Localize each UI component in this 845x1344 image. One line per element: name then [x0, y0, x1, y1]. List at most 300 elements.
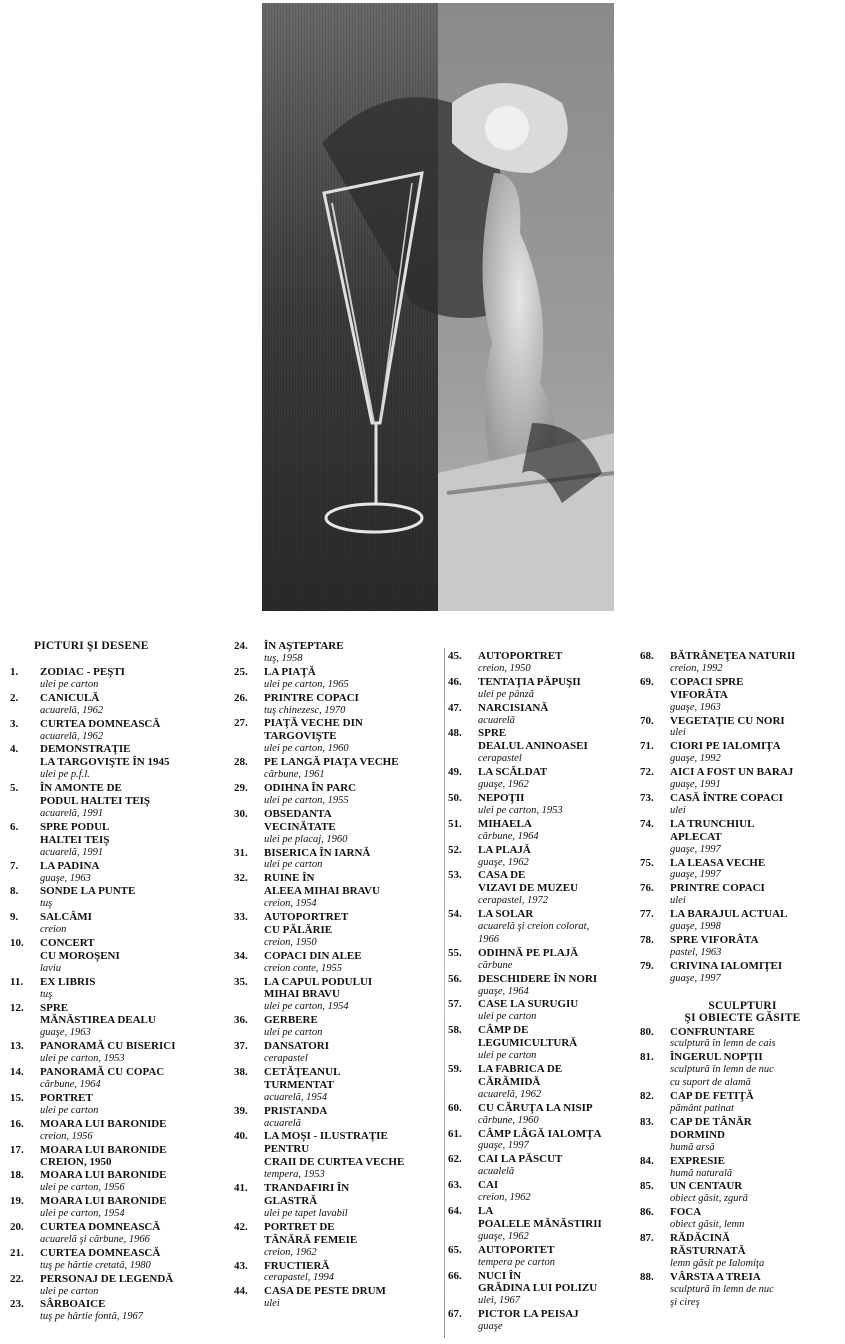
entry-medium: guaşe, 1962: [478, 779, 529, 791]
entry-title: PANORAMĂ CU BISERICI: [40, 1040, 176, 1053]
entry-title: MOARA LUI BARONIDE: [40, 1169, 167, 1182]
catalog-entry: [10, 1002, 225, 1041]
entry-title: CURTEA DOMNEASCĂ: [40, 1246, 161, 1259]
entry-medium: ulei: [264, 1298, 280, 1310]
catalog-entry: [640, 676, 845, 715]
catalog-entry: [234, 847, 444, 873]
entry-number: 65.: [448, 1243, 462, 1256]
entry-number: 86.: [640, 1206, 654, 1219]
entry-number: 73.: [640, 791, 654, 804]
entry-title: NEPOŢII: [478, 791, 525, 804]
catalog-entry: [234, 692, 444, 718]
entry-medium: cerapastel: [478, 753, 522, 765]
entry-number: 40.: [234, 1130, 248, 1143]
catalog-entry: [640, 766, 845, 792]
entry-number: 78.: [640, 933, 654, 946]
entry-title: SPRE VIFORÂTA: [670, 933, 759, 946]
catalog-entry: [10, 782, 225, 821]
entry-title: SPRE PODUL HALTEI TEIŞ: [40, 820, 110, 846]
entry-medium: ulei pe placaj, 1960: [264, 833, 348, 845]
entry-number: 54.: [448, 908, 462, 921]
entry-number: 30.: [234, 807, 248, 820]
entry-number: 28.: [234, 756, 248, 769]
catalog-entry: [448, 727, 628, 766]
entry-number: 6.: [10, 820, 19, 833]
entry-number: 88.: [640, 1270, 654, 1283]
entry-number: 84.: [640, 1154, 654, 1167]
entry-number: 44.: [234, 1285, 248, 1298]
entry-medium: creion, 1950: [478, 662, 531, 674]
catalog-entry: [234, 808, 444, 847]
catalog-entry: [10, 743, 225, 782]
entry-title: SONDE LA PUNTE: [40, 885, 136, 898]
catalog-entry: [640, 1206, 845, 1232]
entry-title: CETĂŢEANUL TURMENTAT: [264, 1065, 341, 1091]
entry-medium: creion, 1956: [40, 1130, 93, 1142]
entry-number: 34.: [234, 949, 248, 962]
entry-number: 77.: [640, 908, 654, 921]
entry-medium: humă naturală: [670, 1167, 733, 1179]
catalog-entry: [448, 1179, 628, 1205]
entry-medium: guaşe, 1962: [478, 1230, 529, 1242]
catalog-entry: [234, 717, 444, 756]
entry-medium: cărbune, 1964: [478, 830, 539, 842]
column-1: [10, 640, 225, 1324]
entry-title: TRANDAFIRI ÎN GLASTRĂ: [264, 1182, 350, 1207]
entry-medium: guaşe, 1963: [40, 1027, 91, 1039]
entry-title: UN CENTAUR: [670, 1180, 743, 1193]
entry-number: 42.: [234, 1220, 248, 1233]
entry-number: 74.: [640, 817, 654, 830]
section-heading-paintings: PICTURI ŞI DESENE: [34, 640, 149, 652]
entry-medium: ulei pe carton: [40, 678, 99, 690]
entry-medium: guaşe: [478, 1321, 503, 1333]
catalog-entry: [234, 1014, 444, 1040]
entry-medium: guaşe, 1963: [670, 701, 721, 713]
catalog-entry: [234, 950, 444, 976]
catalog-entry: [640, 1051, 845, 1090]
entry-number: 38.: [234, 1065, 248, 1078]
catalog-entry: [10, 885, 225, 911]
entry-medium: ulei pe carton, 1953: [40, 1053, 125, 1065]
catalog-entry: [448, 818, 628, 844]
catalog-entry: [640, 715, 845, 741]
entry-title: MOARA LUI BARONIDE: [40, 1117, 167, 1130]
catalog-entry: [10, 1195, 225, 1221]
catalog-entry: [448, 844, 628, 870]
catalog-entry: [10, 1144, 225, 1170]
entry-medium: tempera, 1953: [264, 1169, 325, 1181]
catalog-entry: [10, 1273, 225, 1299]
entry-medium: acualelă: [478, 1166, 515, 1178]
entry-number: 76.: [640, 882, 654, 895]
entry-title: MOARA LUI BARONIDE: [40, 1195, 167, 1208]
entry-number: 15.: [10, 1091, 24, 1104]
catalog-entry: [10, 1298, 225, 1324]
entry-title: PICTOR LA PEISAJ: [478, 1308, 579, 1321]
entry-title: CONFRUNTARE: [670, 1025, 755, 1038]
entry-number: 81.: [640, 1051, 654, 1064]
entry-title: PE LANGĂ PIAŢA VECHE: [264, 756, 399, 769]
entry-title: CÂMP DE LEGUMICULTURĂ: [478, 1024, 578, 1050]
entry-number: 64.: [448, 1204, 462, 1217]
entry-title: RĂDĂCINĂ RĂSTURNATĂ: [670, 1232, 746, 1257]
entry-title: CASE LA SURUGIU: [478, 998, 579, 1011]
entry-number: 11.: [10, 975, 24, 988]
entry-title: LA PIAŢĂ: [264, 665, 316, 678]
entry-medium: acuarelă, 1962: [478, 1088, 542, 1100]
entry-number: 18.: [10, 1169, 24, 1182]
entry-number: 61.: [448, 1127, 462, 1140]
catalog-entry: [234, 872, 444, 911]
entry-title: DESCHIDERE ÎN NORI: [478, 972, 598, 985]
entry-number: 45.: [448, 650, 462, 662]
catalog-entry: [234, 1182, 444, 1221]
entry-title: AUTOPORTRET: [478, 650, 563, 662]
catalog-entry: [10, 1066, 225, 1092]
entry-medium: acuarelă şi cărbune, 1966: [40, 1233, 150, 1245]
catalog-entry: [234, 640, 444, 666]
entry-title: PORTRET DE TÂNĂRĂ FEMEIE: [264, 1220, 358, 1246]
entry-medium: ulei pe carton, 1960: [264, 743, 349, 755]
catalog-list: [234, 640, 444, 1311]
entry-medium: guaşe, 1997: [670, 843, 721, 855]
entry-number: 56.: [448, 972, 462, 985]
entry-title: PERSONAJ DE LEGENDĂ: [40, 1272, 174, 1285]
entry-medium: creion: [40, 924, 67, 936]
entry-medium: creion, 1954: [264, 898, 317, 910]
entry-title: ÎN AMONTE DE PODUL HALTEI TEIŞ: [40, 782, 151, 808]
catalog-entry: [10, 1118, 225, 1144]
entry-medium: ulei, 1967: [478, 1295, 520, 1307]
entry-title: COPACI DIN ALEE: [264, 949, 362, 962]
catalog-entry: [448, 766, 628, 792]
catalog-entry: [448, 1063, 628, 1102]
entry-medium: pastel, 1963: [670, 946, 722, 958]
catalog-entry: [448, 792, 628, 818]
entry-number: 43.: [234, 1259, 248, 1272]
entry-number: 2.: [10, 691, 19, 704]
entry-title: DANSATORI: [264, 1040, 329, 1053]
catalog-entry: [640, 740, 845, 766]
entry-number: 25.: [234, 665, 248, 678]
entry-number: 85.: [640, 1180, 654, 1193]
entry-number: 83.: [640, 1115, 654, 1128]
entry-title: AUTOPORTRET CU PĂLĂRIE: [264, 911, 349, 936]
entry-medium: ulei pe carton, 1955: [264, 794, 349, 806]
entry-medium: guaşe, 1963: [40, 872, 91, 884]
entry-medium: humă arsă: [670, 1141, 715, 1153]
entry-number: 66.: [448, 1269, 462, 1282]
entry-title: LA PADINA: [40, 859, 100, 872]
catalog-entry: [234, 911, 444, 950]
catalog-entry: [448, 947, 628, 973]
entry-title: BISERICA ÎN IARNĂ: [264, 846, 371, 859]
entry-title: ODIHNA ÎN PARC: [264, 781, 357, 794]
column-2: [234, 640, 444, 1311]
entry-medium: ulei pe carton: [478, 1050, 537, 1062]
entry-medium: cărbune: [478, 959, 513, 971]
section-heading-sculptures-subtitle: ŞI OBIECTE GĂSITE: [684, 1011, 801, 1024]
entry-title: CIORI PE IALOMIŢA: [670, 740, 781, 753]
entry-title: TENTAŢIA PĂPUŞII: [478, 675, 581, 688]
entry-number: 13.: [10, 1040, 24, 1053]
entry-medium: cerapastel: [264, 1053, 308, 1064]
entry-number: 79.: [640, 959, 654, 972]
catalog-entry: [640, 857, 845, 883]
entry-title: CASĂ ÎNTRE COPACI: [670, 791, 783, 804]
entry-number: 8.: [10, 885, 19, 898]
entry-title: LA POALELE MĂNĂSTIRII: [478, 1204, 602, 1230]
catalog-entry: [640, 882, 845, 908]
entry-medium: laviu: [40, 962, 61, 974]
entry-number: 22.: [10, 1272, 24, 1285]
entry-title: LA MOŞI - ILUSTRAŢIE PENTRU CRAII DE CURTEA VECHE: [264, 1130, 405, 1169]
entry-number: 46.: [448, 675, 462, 688]
catalog-entry: [234, 976, 444, 1015]
entry-medium: acuarelă, 1962: [40, 730, 104, 742]
catalog-entry: [234, 1105, 444, 1131]
entry-number: 10.: [10, 937, 24, 950]
catalog-entry: [640, 1155, 845, 1181]
catalog-entry: [640, 934, 845, 960]
catalog-entry: [10, 666, 225, 692]
entry-medium: tuş: [40, 898, 53, 910]
entry-title: CASA DE PESTE DRUM: [264, 1285, 386, 1298]
catalog-list: [448, 650, 628, 1334]
catalog-entry: [234, 666, 444, 692]
entry-number: 35.: [234, 975, 248, 988]
entry-medium: sculptură în lemn de cais: [670, 1038, 776, 1050]
entry-title: RUINE ÎN ALEEA MIHAI BRAVU: [264, 872, 380, 898]
entry-medium: guaşe, 1964: [478, 985, 529, 997]
entry-title: CAP DE TÂNĂR DORMIND: [670, 1115, 752, 1141]
catalog-entry: [448, 650, 628, 676]
entry-number: 41.: [234, 1182, 248, 1195]
catalog-entry: [448, 1102, 628, 1128]
entry-number: 37.: [234, 1040, 248, 1053]
catalog-entry: [10, 976, 225, 1002]
entry-medium: ulei pe carton, 1953: [478, 804, 563, 816]
entry-medium: acuarelă, 1962: [40, 704, 104, 716]
catalog-entry: [448, 1244, 628, 1270]
entry-number: 59.: [448, 1063, 462, 1075]
entry-number: 20.: [10, 1220, 24, 1233]
entry-number: 60.: [448, 1101, 462, 1114]
entry-medium: guaşe, 1997: [670, 972, 721, 984]
entry-title: OBSEDANTA VECINĂTATE: [264, 807, 336, 833]
catalog-list: [10, 666, 225, 1324]
entry-number: 75.: [640, 856, 654, 869]
catalog-entry: [10, 718, 225, 744]
entry-medium: cerapastel, 1994: [264, 1272, 334, 1284]
catalog-entry: [448, 1205, 628, 1244]
entry-number: 82.: [640, 1090, 654, 1103]
entry-number: 69.: [640, 675, 654, 688]
entry-medium: tuş pe hârtie fontă, 1967: [40, 1311, 143, 1323]
entry-medium: acuarelă, 1991: [40, 807, 104, 819]
entry-number: 63.: [448, 1179, 462, 1192]
entry-medium: guaşe, 1997: [478, 1140, 529, 1152]
entry-medium: pământ patinat: [670, 1103, 734, 1114]
catalog-entry: [448, 702, 628, 728]
entry-number: 31.: [234, 846, 248, 859]
entry-medium: sculptură în lemn de nuc şi cireş: [670, 1283, 774, 1308]
entry-title: EXPRESIE: [670, 1154, 726, 1167]
entry-title: VÂRSTA A TREIA: [670, 1270, 761, 1283]
catalog-entry: [640, 1116, 845, 1155]
entry-number: 36.: [234, 1014, 248, 1027]
entry-medium: acuarelă, 1991: [40, 846, 104, 858]
entry-number: 70.: [640, 714, 654, 727]
entry-medium: creion, 1962: [264, 1246, 317, 1258]
entry-number: 71.: [640, 740, 654, 753]
entry-title: CÂMP LÂGĂ IALOMŢA: [478, 1127, 602, 1140]
entry-medium: guaşe, 1991: [670, 779, 721, 791]
entry-number: 14.: [10, 1066, 24, 1079]
catalog-entry: [640, 1026, 845, 1052]
entry-number: 16.: [10, 1117, 24, 1130]
entry-title: CU CĂRUŢA LA NISIP: [478, 1101, 593, 1114]
entry-medium: guaşe, 1992: [670, 753, 721, 765]
entry-title: PRINTRE COPACI: [264, 691, 359, 704]
entry-medium: ulei pe carton, 1954: [40, 1208, 125, 1220]
entry-medium: cerapastel, 1972: [478, 895, 548, 907]
entry-title: CASA DE VIZAVI DE MUZEU: [478, 869, 579, 895]
section-heading-sculptures: SCULPTURI: [708, 999, 777, 1012]
catalog-entry: [234, 1285, 444, 1311]
entry-number: 1.: [10, 666, 19, 678]
entry-medium: ulei pe carton, 1965: [264, 678, 349, 690]
entry-title: SPRE MĂNĂSTIREA DEALU: [40, 1001, 156, 1027]
entry-number: 67.: [448, 1308, 462, 1321]
entry-title: CURTEA DOMNEASCĂ: [40, 1220, 161, 1233]
catalog-entry: [448, 1024, 628, 1063]
entry-title: CANICULĂ: [40, 691, 100, 704]
entry-title: PANORAMĂ CU COPAC: [40, 1066, 165, 1079]
entry-title: PRINTRE COPACI: [670, 882, 765, 895]
entry-number: 29.: [234, 781, 248, 794]
cover-photograph: [262, 3, 614, 611]
catalog-entry: [234, 1040, 444, 1066]
entry-medium: ulei pe carton, 1956: [40, 1182, 125, 1194]
entry-title: CONCERT CU MOROŞENI: [40, 937, 120, 962]
entry-number: 80.: [640, 1025, 654, 1038]
entry-medium: ulei pe carton: [40, 1285, 99, 1297]
entry-title: NARCISIANĂ: [478, 701, 549, 714]
entry-medium: ulei: [670, 895, 686, 907]
entry-medium: guaşe, 1998: [670, 921, 721, 933]
catalog-entry: [234, 1221, 444, 1260]
catalog-entry: [10, 860, 225, 886]
entry-medium: cărbune, 1961: [264, 769, 325, 781]
entry-title: FOCA: [670, 1206, 702, 1219]
entry-medium: acuarelă: [478, 714, 515, 726]
catalog-entry: [10, 1092, 225, 1118]
entry-medium: ulei pe pânză: [478, 688, 534, 700]
entry-number: 72.: [640, 766, 654, 779]
catalog-entry: [640, 650, 845, 676]
entry-number: 49.: [448, 766, 462, 779]
entry-number: 58.: [448, 1024, 462, 1037]
entry-title: CRIVINA IALOMIŢEI: [670, 959, 783, 972]
entry-title: CAP DE FETIŢĂ: [670, 1090, 754, 1103]
entry-number: 4.: [10, 743, 19, 756]
entry-medium: tuş chinezesc, 1970: [264, 704, 346, 716]
catalog-entry: [10, 1169, 225, 1195]
entry-title: PORTRET: [40, 1091, 93, 1104]
entry-title: LA SOLAR: [478, 908, 534, 921]
entry-medium: creion conte, 1955: [264, 962, 343, 974]
entry-title: LA FABRICA DE CĂRĂMIDĂ: [478, 1063, 563, 1088]
catalog-entry: [234, 782, 444, 808]
entry-title: AUTOPORTET: [478, 1243, 555, 1256]
catalog-entry: [234, 1130, 444, 1182]
entry-number: 27.: [234, 717, 248, 730]
entry-number: 17.: [10, 1143, 24, 1156]
entry-number: 33.: [234, 911, 248, 924]
entry-title: GERBERE: [264, 1014, 318, 1027]
entry-number: 87.: [640, 1232, 654, 1245]
catalog-entry: [448, 1270, 628, 1309]
entry-title: COPACI SPRE VIFORÂTA: [670, 675, 744, 701]
entry-number: 47.: [448, 701, 462, 714]
entry-medium: cărbune, 1964: [40, 1079, 101, 1090]
entry-title: NUCI ÎN GRĂDINA LUI POLIZU: [478, 1269, 598, 1295]
entry-number: 55.: [448, 946, 462, 959]
entry-number: 48.: [448, 727, 462, 740]
catalog-entry: [10, 1247, 225, 1273]
entry-title: SPRE DEALUL ANINOASEI: [478, 727, 588, 753]
entry-medium: ulei pe carton, 1954: [264, 1001, 349, 1013]
entry-number: 32.: [234, 872, 248, 885]
catalog-entry: [448, 869, 628, 908]
entry-number: 62.: [448, 1153, 462, 1166]
entry-number: 50.: [448, 791, 462, 804]
entry-number: 51.: [448, 817, 462, 830]
catalog-entry: [448, 1128, 628, 1154]
entry-number: 39.: [234, 1104, 248, 1117]
entry-title: ODIHNĂ PE PLAJĂ: [478, 946, 579, 959]
catalog-entry: [448, 676, 628, 702]
catalog-entry: [10, 821, 225, 860]
entry-title: AICI A FOST UN BARAJ: [670, 766, 794, 779]
entry-title: PRISTANDA: [264, 1104, 328, 1117]
entry-title: CAI LA PĂSCUT: [478, 1153, 563, 1166]
entry-medium: acuarelă şi creion colorat, 1966: [478, 921, 590, 945]
entry-medium: tuş: [40, 988, 53, 1000]
entry-title: LA BARAJUL ACTUAL: [670, 908, 788, 921]
entry-medium: obiect găsit, zgură: [670, 1193, 748, 1205]
entry-number: 19.: [10, 1195, 24, 1208]
entry-medium: ulei pe carton: [264, 859, 323, 871]
entry-title: PIAŢĂ VECHE DIN TARGOVIŞTE: [264, 717, 363, 743]
entry-title: MIHAELA: [478, 817, 532, 830]
entry-title: LA SCĂLDAT: [478, 766, 548, 779]
entry-number: 3.: [10, 717, 19, 730]
entry-medium: tempera pe carton: [478, 1256, 555, 1268]
catalog-entry: [640, 960, 845, 986]
entry-number: 53.: [448, 869, 462, 882]
entry-title: EX LIBRIS: [40, 975, 96, 988]
entry-title: SALCÂMI: [40, 911, 92, 924]
entry-medium: guaşe, 1997: [670, 869, 721, 881]
entry-medium: ulei pe carton: [478, 1011, 537, 1023]
entry-medium: acuarelă: [264, 1117, 301, 1129]
catalog-entry: [448, 998, 628, 1024]
entry-title: CAI: [478, 1179, 499, 1192]
entry-medium: creion, 1962: [478, 1192, 531, 1204]
